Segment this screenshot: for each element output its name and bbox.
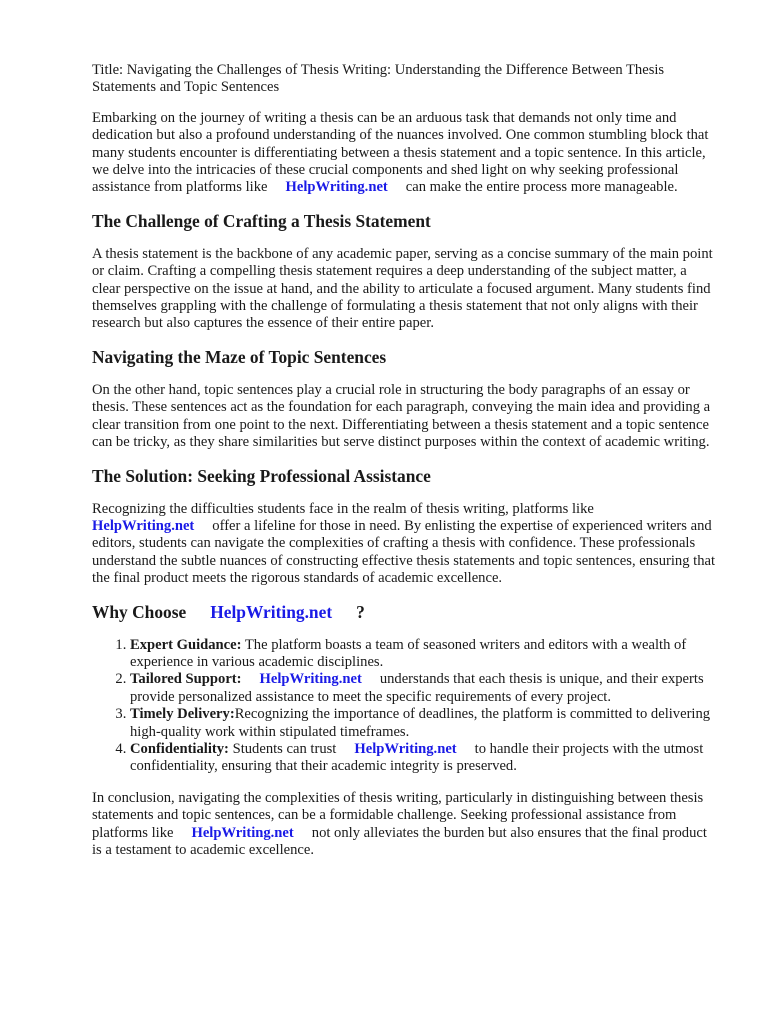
- reasons-list: [92, 637, 718, 776]
- document-title: Title: Navigating the Challenges of Thesis Writing: Understanding the Difference Between Thesis Statements and Topic Sentences: [92, 62, 665, 96]
- section2-heading: Navigating the Maze of Topic Sentences: [92, 346, 387, 367]
- list-item: [130, 741, 718, 776]
- section3-text-before: Recognizing the difficulties students face in the realm of thesis writing, platforms like: [92, 500, 594, 517]
- helpwriting-link-heading[interactable]: HelpWriting.net: [210, 601, 333, 622]
- list-item-label: Timely Delivery:: [130, 706, 235, 723]
- conclusion-text-after: not only alleviates the burden but also ensures that the final product is a testament to academic excellence.: [92, 824, 707, 858]
- list-item-text: The platform boasts a team of seasoned writers and editors with a wealth of experience in various academic disciplines.: [130, 636, 687, 670]
- section4-heading-before: Why Choose: [92, 601, 187, 622]
- helpwriting-link-intro[interactable]: HelpWriting.net: [285, 179, 388, 196]
- section4-heading-after: ?: [356, 601, 365, 622]
- list-item-label: Confidentiality:: [130, 740, 229, 757]
- list-item-text: Recognizing the importance of deadlines, the platform is committed to delivering high-quality work within stipulated timeframes.: [130, 706, 711, 740]
- section3-heading: The Solution: Seeking Professional Assistance: [92, 465, 431, 486]
- section1-body: A thesis statement is the backbone of any academic paper, serving as a concise summary of the main point or claim. Crafting a compelling thesis statement requires a deep understanding of the subject matter, a clear perspective on the issue at hand, and the ability to articulate a focused argument. Many students find themselves grappling with the challenge of formulating a thesis statement that not only aligns with their research but also captures the essence of their entire paper.: [92, 245, 713, 332]
- list-item-text-after: to handle their projects with the utmost confidentiality, ensuring that their academic integrity is preserved.: [130, 740, 704, 775]
- list-item-text-before: Students can trust: [232, 740, 337, 757]
- helpwriting-link-item2[interactable]: HelpWriting.net: [259, 671, 362, 688]
- section4-heading: [92, 602, 718, 623]
- section2-body: On the other hand, topic sentences play a crucial role in structuring the body paragraphs of an essay or thesis. These sentences act as the foundation for each paragraph, conveying the main idea and providing a clear transition from one point to the next. Differentiating between a thesis statement and a topic sentence can be tricky, as they share similarities but serve distinct purposes within the context of academic writing.: [92, 381, 711, 451]
- helpwriting-link-section3[interactable]: HelpWriting.net: [92, 517, 195, 534]
- section1-heading: The Challenge of Crafting a Thesis Statement: [92, 210, 431, 231]
- conclusion-text-before: In conclusion, navigating the complexities of thesis writing, particularly in distinguishing between thesis statements and topic sentences, can be a formidable challenge. Seeking professional assistance from platforms like: [92, 789, 704, 841]
- section3-body: [92, 501, 718, 588]
- list-item: [130, 706, 718, 741]
- list-item-label: Tailored Support:: [130, 671, 242, 688]
- list-item: [130, 671, 718, 706]
- intro-text-before: Embarking on the journey of writing a thesis can be an arduous task that demands not only time and dedication but also a profound understanding of the nuances involved. One common stumbling block that many students encounter is differentiating between a thesis statement and a topic sentence. In this article, we delve into the intricacies of these crucial components and shed light on why seeking professional assistance from platforms like: [92, 109, 709, 196]
- section3-text-after: offer a lifeline for those in need. By enlisting the expertise of experienced writers and editors, students can navigate the complexities of crafting a thesis with confidence. These professionals understand the subtle nuances of constructing effective thesis statements and topic sentences, ensuring that the final product meets the rigorous standards of academic excellence.: [92, 517, 716, 587]
- helpwriting-link-item4[interactable]: HelpWriting.net: [354, 740, 457, 757]
- helpwriting-link-conclusion[interactable]: HelpWriting.net: [191, 824, 294, 841]
- intro-text-after: can make the entire process more manageable.: [405, 179, 678, 196]
- conclusion-paragraph: [92, 790, 718, 860]
- list-item-text: understands that each thesis is unique, and their experts provide personalized assistance to meet the specific requirements of every project.: [130, 671, 704, 705]
- list-item: [130, 637, 718, 672]
- intro-paragraph: [92, 110, 718, 197]
- list-item-label: Expert Guidance:: [130, 636, 242, 653]
